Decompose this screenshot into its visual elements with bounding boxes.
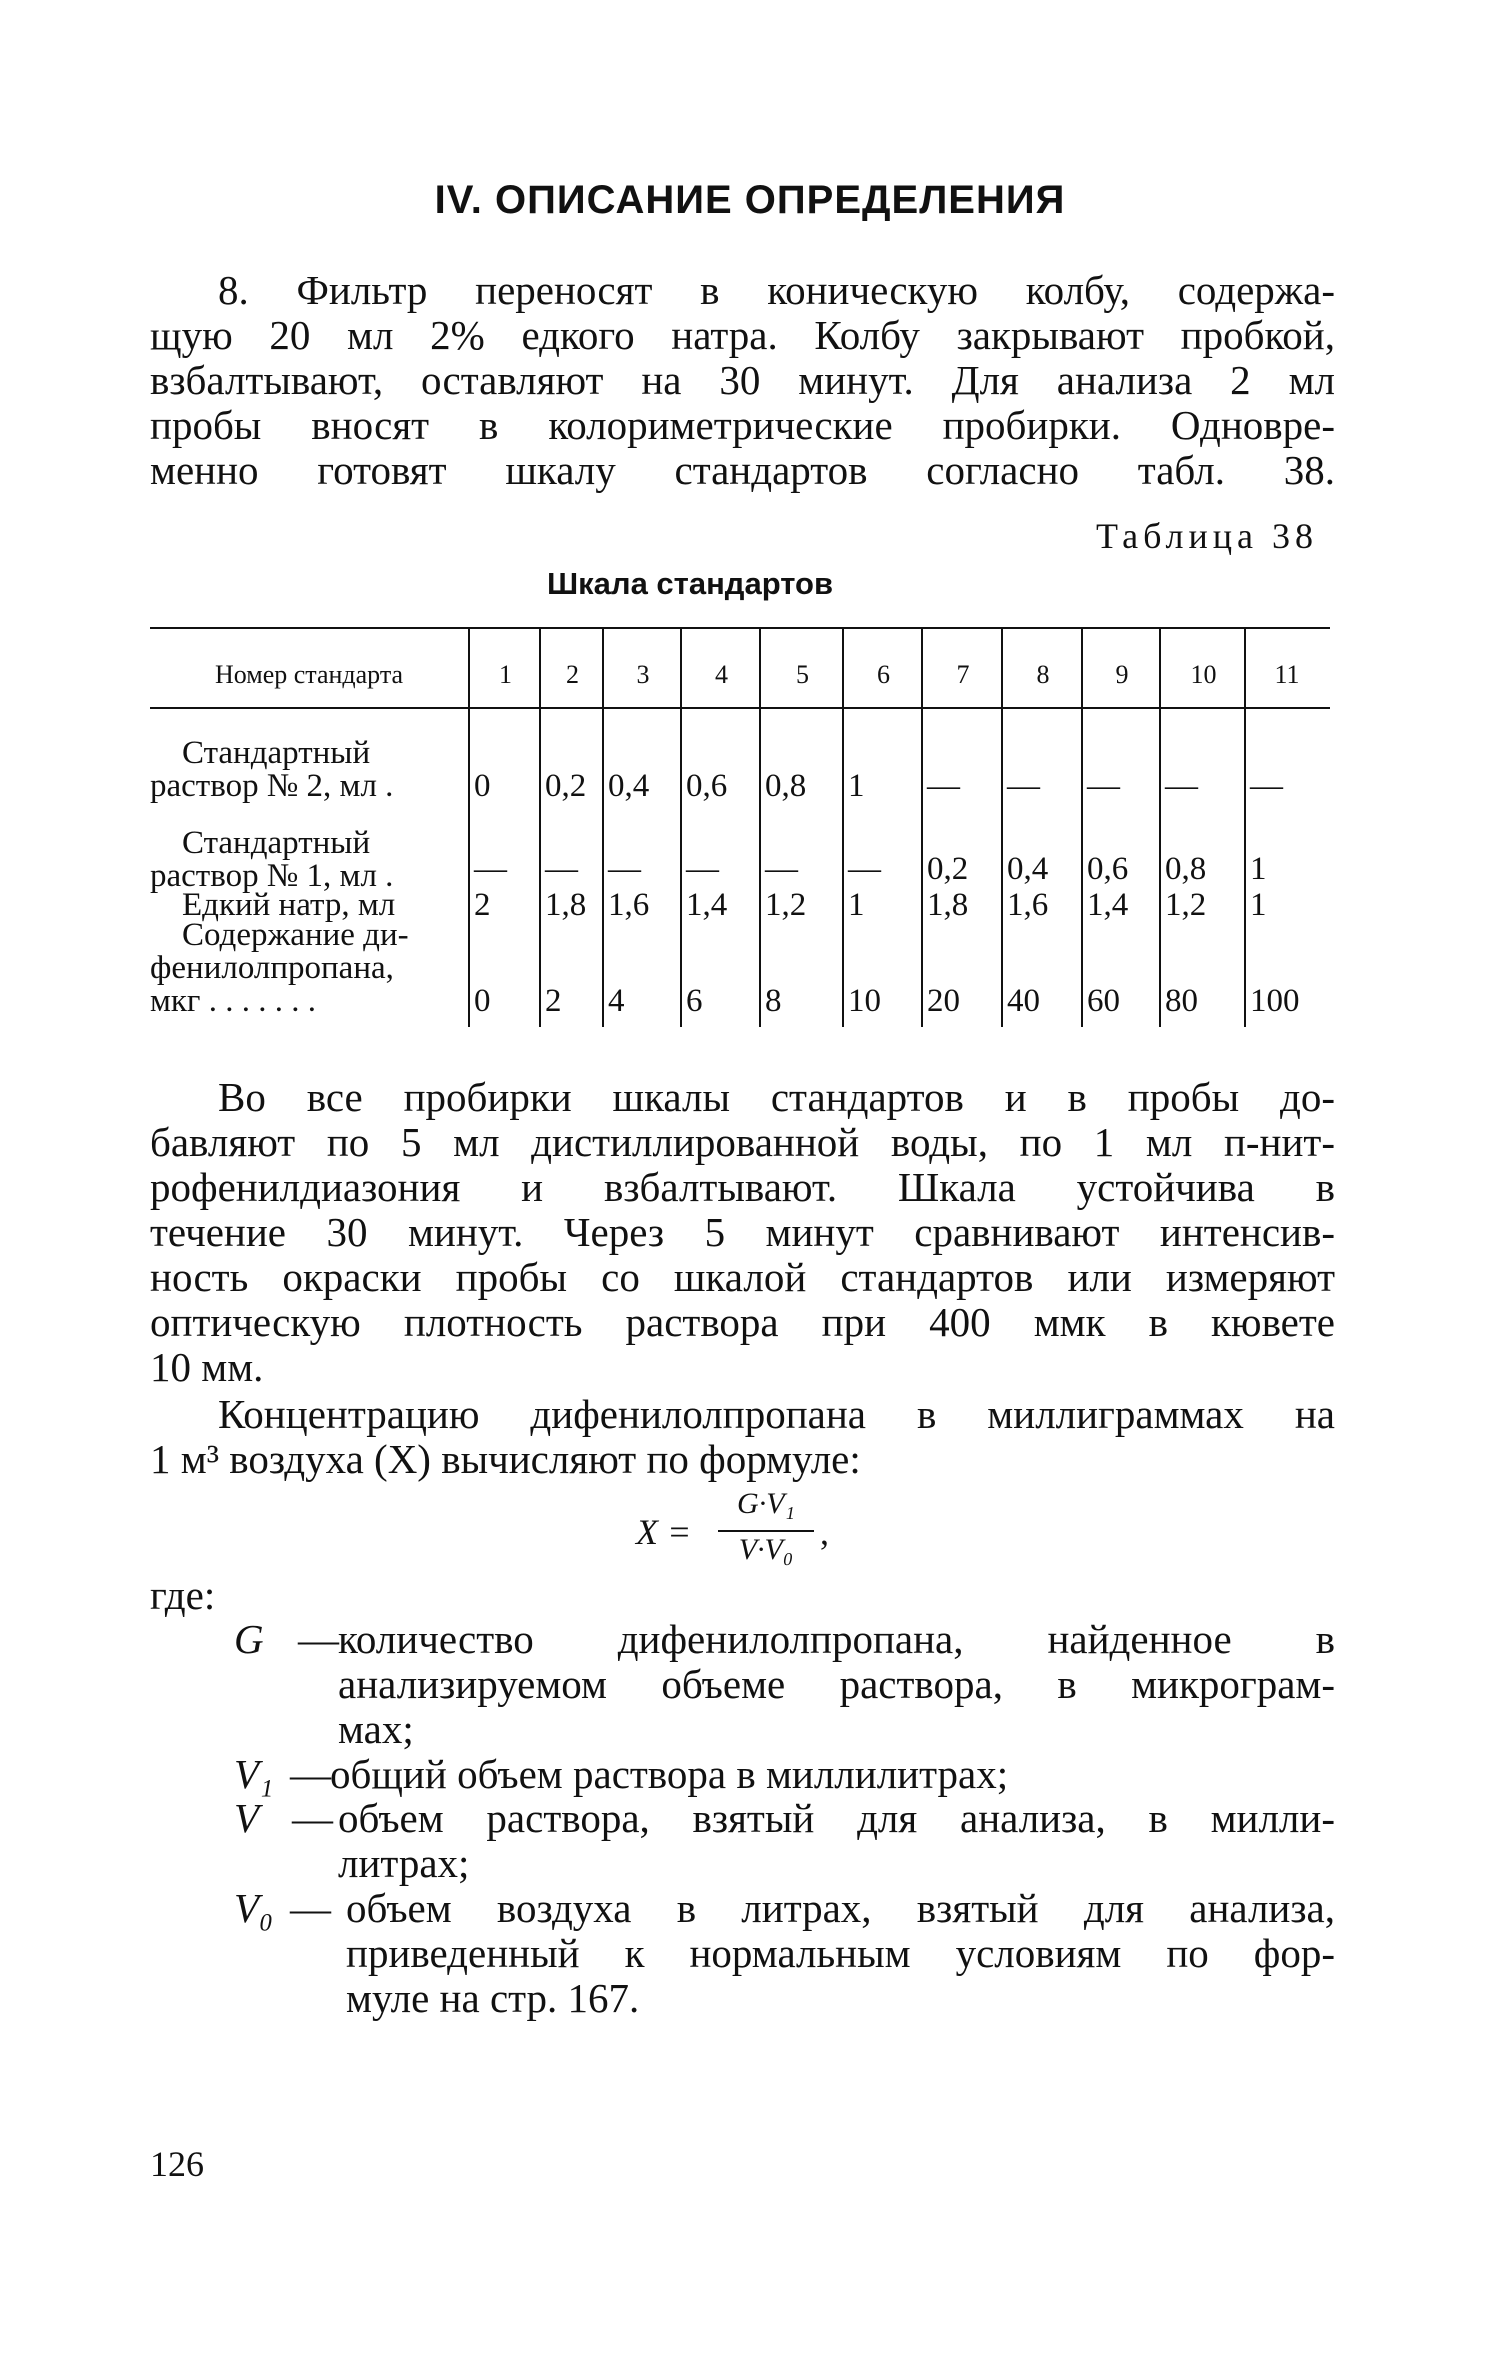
row-label: Стандартный (182, 735, 371, 771)
row-label: раствор № 1, мл . (150, 858, 394, 894)
table-cell: 1 (848, 887, 865, 923)
column-rule (1244, 629, 1246, 1027)
row-label: раствор № 2, мл . (150, 768, 394, 804)
paragraph-concentration (150, 1392, 1335, 1482)
formula (636, 1487, 896, 1577)
table-cell: 1,6 (1007, 887, 1049, 923)
column-rule (759, 629, 761, 1027)
table-cell: 1 (1250, 851, 1267, 887)
definition-dash: — (292, 1795, 333, 1841)
column-header: 10 (1190, 660, 1217, 689)
table-cell: 80 (1165, 983, 1198, 1019)
row-label: мкг . . . . . . . (150, 983, 316, 1019)
definition-dash: — (298, 1616, 339, 1662)
table-cell: 0,2 (545, 768, 587, 804)
table-cell: 1,2 (1165, 887, 1207, 923)
definition-text (346, 1886, 1335, 2021)
paragraph-line: рофенилдиазония и взбалтывают. Шкала устойчива в (150, 1164, 1335, 1210)
column-rule (468, 629, 470, 1027)
paragraph-line: ность окраски пробы со шкалой стандартов или измеряют (150, 1254, 1335, 1300)
column-header: 4 (715, 660, 728, 689)
row-label: Содержание ди- (182, 917, 409, 953)
column-header: 5 (796, 660, 809, 689)
paragraph-line: течение 30 минут. Через 5 минут сравнивают интенсив- (150, 1209, 1335, 1255)
paragraph-filter (150, 268, 1335, 493)
table-cell: 2 (474, 887, 491, 923)
table-cell: — (1007, 768, 1040, 804)
table-cell: 8 (765, 983, 782, 1019)
table-cell: 1 (848, 768, 865, 804)
definition-text (338, 1796, 1335, 1886)
table-cell: 10 (848, 983, 881, 1019)
table-cell: — (1087, 768, 1120, 804)
table-cell: 1,8 (545, 887, 587, 923)
table-cell: 0,6 (686, 768, 728, 804)
paragraph-line: бавляют по 5 мл дистиллированной воды, по 1 мл п-нит- (150, 1119, 1335, 1165)
paragraph-line: 1 м³ воздуха (X) вычисляют по формуле: (150, 1436, 861, 1482)
table-cell: 1,4 (1087, 887, 1129, 923)
table-cell: — (474, 851, 507, 887)
definition-line: общий объем раствора в миллилитрах; (330, 1751, 1009, 1797)
column-rule (921, 629, 923, 1027)
table-cell: — (848, 851, 881, 887)
table-cell: 1,8 (927, 887, 969, 923)
table-cell: 1 (1250, 887, 1267, 923)
row-label: фенилолпропана, (150, 950, 394, 986)
header-label: Номер стандарта (214, 660, 404, 689)
table-cell: 20 (927, 983, 960, 1019)
formula-numerator: G·V₁ (737, 1487, 795, 1520)
column-header: 6 (877, 660, 890, 689)
column-header: 9 (1115, 660, 1129, 689)
table-cell: 6 (686, 983, 703, 1019)
paragraph-line: Концентрацию дифенилолпропана в миллиграммах на (218, 1391, 1335, 1437)
table-cell: — (686, 851, 719, 887)
definition-line: количество дифенилолпропана, найденное в (338, 1616, 1335, 1662)
formula-denominator: V·V₀ (738, 1533, 794, 1566)
fraction-bar (718, 1530, 814, 1532)
table-top-rule (150, 627, 1330, 629)
formula-lhs: X = (636, 1512, 692, 1552)
table-cell: 0,4 (1007, 851, 1049, 887)
standards-table (150, 627, 1330, 1027)
paragraph-line: оптическую плотность раствора при 400 ммк в кювете (150, 1299, 1335, 1345)
column-rule (539, 629, 541, 1027)
table-cell: 0,4 (608, 768, 650, 804)
row-label: Едкий натр, мл (182, 887, 396, 923)
definition-dash: — (290, 1751, 331, 1797)
table-cell: 0,8 (1165, 851, 1207, 887)
table-label: Таблица 38 (1096, 516, 1318, 556)
paragraph-line: 8. Фильтр переносят в коническую колбу, содержа- (218, 267, 1335, 313)
table-cell: 1,4 (686, 887, 728, 923)
table-cell: 2 (545, 983, 562, 1019)
definition-symbol: V₁ (234, 1751, 274, 1797)
where-label: где: (150, 1572, 216, 1618)
table-cell: 0,2 (927, 851, 969, 887)
column-rule (1001, 629, 1003, 1027)
row-label: Стандартный (182, 825, 371, 861)
definition-text (338, 1617, 1335, 1752)
table-cell: — (1250, 768, 1283, 804)
table-cell: 1,2 (765, 887, 807, 923)
paragraph-line: пробы вносят в колориметрические пробирки. Одновре- (150, 402, 1335, 448)
column-rule (602, 629, 604, 1027)
column-rule (842, 629, 844, 1027)
paragraph-procedure (150, 1075, 1335, 1390)
table-cell: 1,6 (608, 887, 650, 923)
column-rule (1081, 629, 1083, 1027)
table-cell: — (765, 851, 798, 887)
table-cell: — (927, 768, 960, 804)
table-cell: 4 (608, 983, 625, 1019)
definition-line: литрах; (338, 1840, 470, 1886)
table-title: Шкала стандартов (546, 566, 834, 601)
definition-symbol: G (234, 1616, 264, 1662)
definition-line: объем раствора, взятый для анализа, в милли- (338, 1795, 1335, 1841)
column-header: 3 (636, 660, 650, 689)
definition-dash: — (290, 1885, 331, 1931)
paragraph-line: щую 20 мл 2% едкого натра. Колбу закрывают пробкой, (150, 312, 1335, 358)
table-cell: — (1165, 768, 1198, 804)
definition-line: объем воздуха в литрах, взятый для анализа, (346, 1885, 1335, 1931)
column-header: 8 (1036, 660, 1050, 689)
table-cell: 100 (1250, 983, 1300, 1019)
definition-line: муле на стр. 167. (346, 1975, 640, 2021)
table-cell: — (608, 851, 641, 887)
section-heading: IV. ОПИСАНИЕ ОПРЕДЕЛЕНИЯ (434, 178, 1066, 222)
paragraph-line: взбалтывают, оставляют на 30 минут. Для анализа 2 мл (150, 357, 1335, 403)
paragraph-line: Во все пробирки шкалы стандартов и в пробы до- (218, 1074, 1335, 1120)
paragraph-line: 10 мм. (150, 1344, 264, 1390)
column-header: 7 (956, 660, 970, 689)
table-cell: — (545, 851, 578, 887)
table-cell: 0 (474, 983, 491, 1019)
table-cell: 0,6 (1087, 851, 1129, 887)
definition-text (330, 1752, 1327, 1797)
column-header: 1 (499, 660, 512, 689)
page-number: 126 (150, 2144, 204, 2184)
table-header-rule (150, 707, 1330, 709)
paragraph-line: менно готовят шкалу стандартов согласно табл. 38. (150, 447, 1335, 493)
column-header: 11 (1274, 660, 1300, 689)
column-header: 2 (566, 660, 579, 689)
table-cell: 0 (474, 768, 491, 804)
table-cell: 40 (1007, 983, 1040, 1019)
definition-symbol: V₀ (234, 1885, 274, 1931)
definition-line: мах; (338, 1706, 414, 1752)
definition-line: приведенный к нормальным условиям по фор- (346, 1930, 1335, 1976)
column-rule (680, 629, 682, 1027)
table-cell: 0,8 (765, 768, 807, 804)
table-cell: 60 (1087, 983, 1120, 1019)
definition-line: анализируемом объеме раствора, в микрограм- (338, 1661, 1335, 1707)
definition-symbol: V (234, 1795, 260, 1841)
column-rule (1159, 629, 1161, 1027)
formula-comma: , (820, 1512, 829, 1552)
